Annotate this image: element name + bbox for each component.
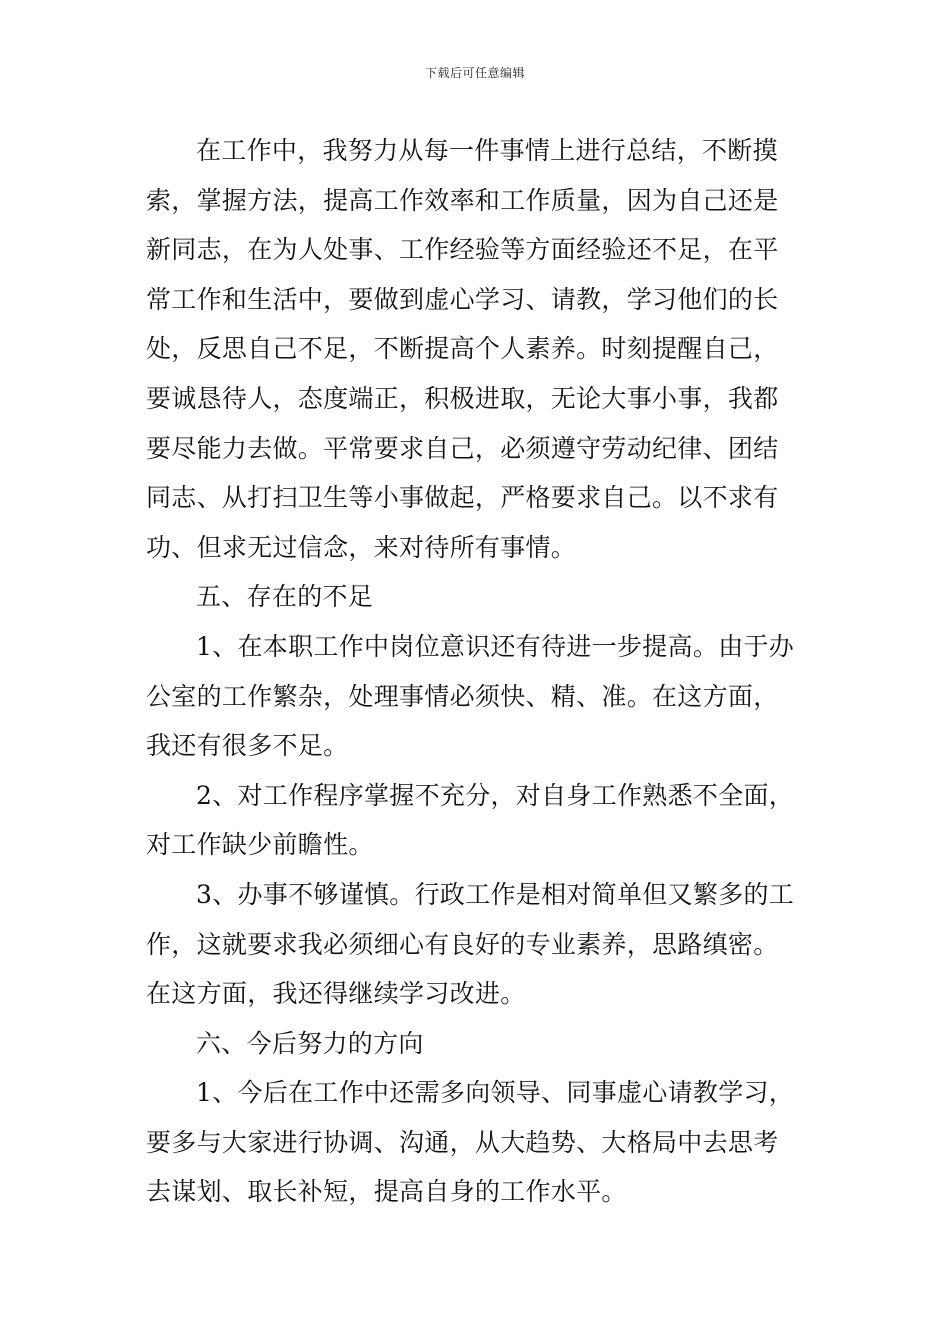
paragraph-line: 2、对工作程序掌握不充分，对自身工作熟悉不全面， [196,780,795,810]
paragraph-line: 1、今后在工作中还需多向领导、同事虚心请教学习， [196,1078,795,1108]
paragraph-line: 3、办事不够谨慎。行政工作是相对简单但又繁多的工 [196,879,795,909]
paragraph-line: 我还有很多不足。 [146,731,349,761]
paragraph-line: 功、但求无过信念，来对待所有事情。 [146,532,577,562]
paragraph-line: 要诚恳待人，态度端正，积极进取，无论大事小事，我都 [146,383,779,413]
header-note: 下载后可任意编辑 [424,66,525,80]
section-heading: 五、存在的不足 [196,582,374,612]
paragraph-line: 常工作和生活中，要做到虚心学习、请教，学习他们的长 [146,284,779,314]
paragraph-line: 同志、从打扫卫生等小事做起，严格要求自己。以不求有 [146,483,779,513]
paragraph-line: 在这方面，我还得继续学习改进。 [146,979,526,1009]
paragraph-line: 公室的工作繁杂，处理事情必须快、精、准。在这方面， [146,681,779,711]
paragraph-line: 去谋划、取长补短，提高自身的工作水平。 [146,1177,627,1207]
paragraph-line: 索，掌握方法，提高工作效率和工作质量，因为自己还是 [146,185,779,215]
paragraph-line: 要多与大家进行协调、沟通，从大趋势、大格局中去思考 [146,1127,779,1157]
paragraph-line: 处，反思自己不足，不断提高个人素养。时刻提醒自己， [146,334,779,364]
paragraph-line: 作，这就要求我必须细心有良好的专业素养，思路缜密。 [146,929,779,959]
document-body [146,126,808,1217]
paragraph-line: 要尽能力去做。平常要求自己，必须遵守劳动纪律、团结 [146,433,779,463]
paragraph-line: 对工作缺少前瞻性。 [146,830,374,860]
paragraph-line: 在工作中，我努力从每一件事情上进行总结，不断摸 [196,136,778,165]
section-heading: 六、今后努力的方向 [196,1028,424,1058]
paragraph-line: 1、在本职工作中岗位意识还有待进一步提高。由于办 [196,631,795,661]
paragraph-line: 新同志，在为人处事、工作经验等方面经验还不足，在平 [146,235,779,265]
